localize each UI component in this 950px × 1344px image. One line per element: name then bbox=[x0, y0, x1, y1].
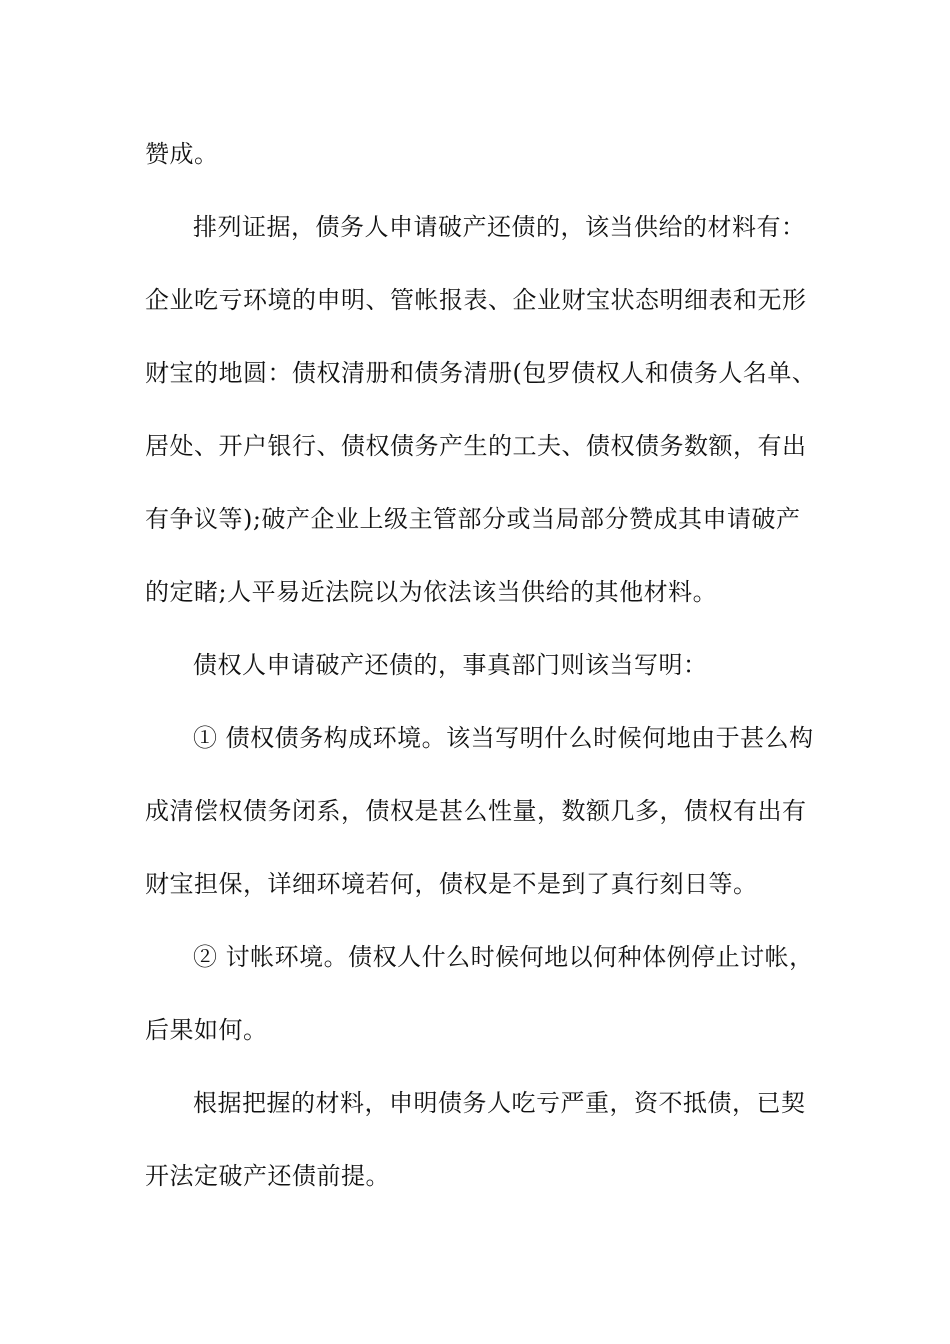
text-line: 后果如何。 bbox=[145, 1016, 268, 1044]
text-line: 开法定破产还债前提。 bbox=[145, 1162, 390, 1190]
text-line: 财宝的地圆：债权清册和债务清册(包罗债权人和债务人名单、 bbox=[145, 359, 817, 387]
paragraph-text-line: 根据把握的材料，申明债务人吃亏严重，资不抵债，已契 bbox=[193, 1089, 806, 1117]
text-line: 居处、开户银行、债权债务产生的工夫、债权债务数额，有出 bbox=[145, 432, 807, 460]
text-line: 成清偿权债务闭系，债权是甚么性量，数额几多，债权有出有 bbox=[145, 797, 807, 825]
text-line: 的定睹;人平易近法院以为依法该当供给的其他材料。 bbox=[145, 578, 718, 606]
paragraph-text-line: 排列证据，债务人申请破产还债的，该当供给的材料有： bbox=[193, 213, 806, 241]
text-line: 有争议等);破产企业上级主管部分或当局部分赞成其申请破产 bbox=[145, 505, 801, 533]
text-line: 财宝担保，详细环境若何，债权是不是到了真行刻日等。 bbox=[145, 870, 758, 898]
text-line: 赞成。 bbox=[145, 140, 219, 168]
paragraph-text-line: 债权人申请破产还债的，事真部门则该当写明： bbox=[193, 651, 708, 679]
numbered-item-line: ① 债权债务构成环境。该当写明什么时候何地由于甚么构 bbox=[193, 724, 814, 752]
text-line: 企业吃亏环境的申明、管帐报表、企业财宝状态明细表和无形 bbox=[145, 286, 807, 314]
numbered-item-line: ② 讨帐环境。债权人什么时候何地以何种体例停止讨帐， bbox=[193, 943, 814, 971]
